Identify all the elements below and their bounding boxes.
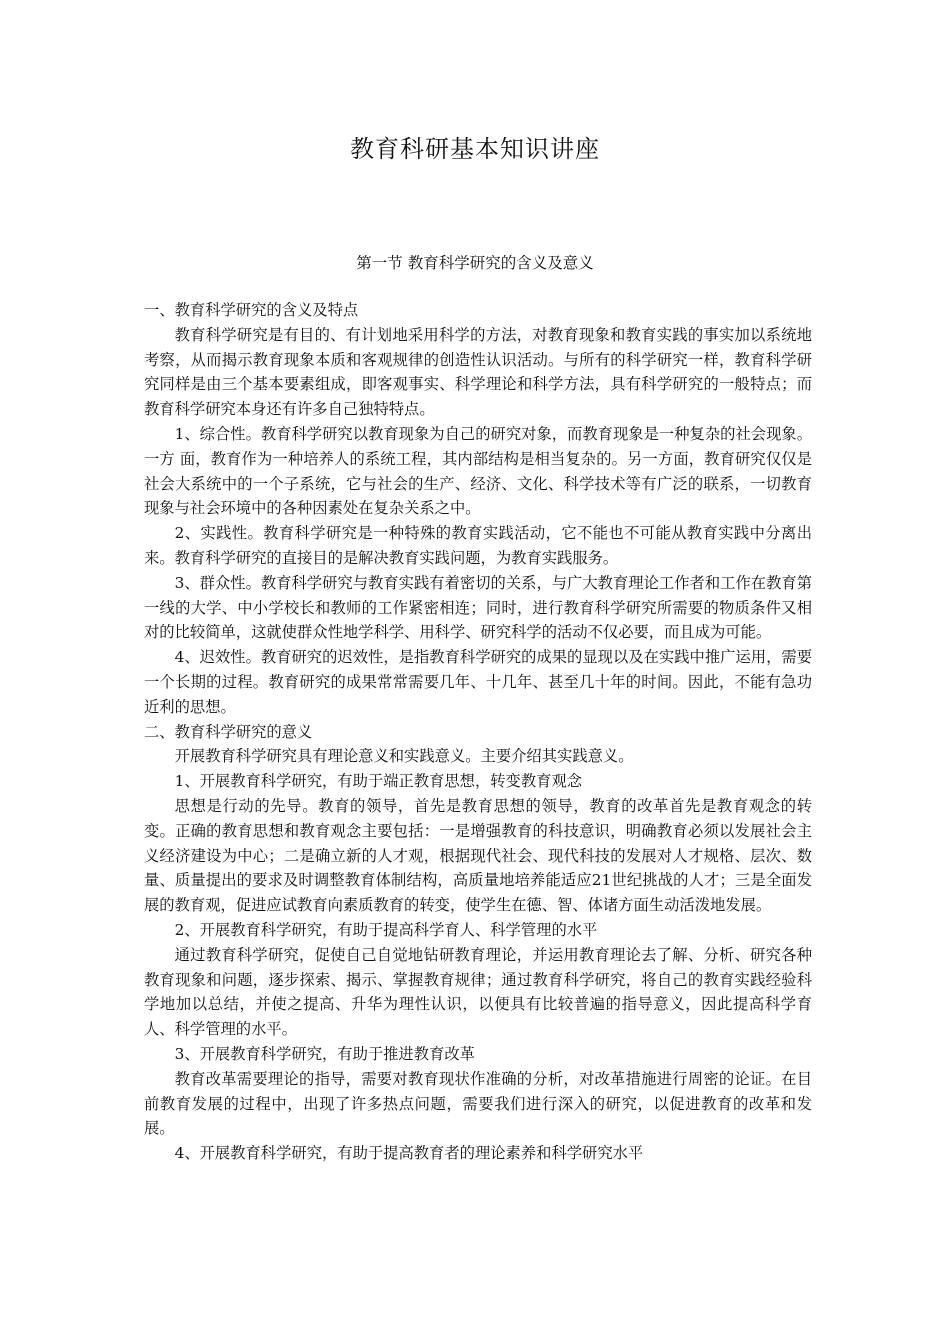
subheading-paragraph: 1、开展教育科学研究，有助于端正教育思想，转变教育观念	[174, 772, 583, 791]
body-paragraph: 开展教育科学研究具有理论意义和实践意义。主要介绍其实践意义。	[174, 747, 634, 766]
body-paragraph: 思想是行动的先导。教育的领导，首先是教育思想的领导，教育的改革首先是教育观念的转变。正确的教育思想和教育观念主要包括：一是增强教育的科技意识，明确教育必须以发展社会主义经济建设为中心；二是确立新的人才观，根据现代社会、现代科技的发展对人才规格、层次、数量、质量提出的要求及时调整教育体制结构，高质量地培养能适应21世纪挑战的人才；三是全面发展的教育观，促进应试教育向素质教育的转变，使学生在德、智、体诸方面生动活泼地发展。	[144, 796, 812, 915]
body-paragraph: 3、群众性。教育科学研究与教育实践有着密切的关系，与广大教育理论工作者和工作在教育第一线的大学、中小学校长和教师的工作紧密相连；同时，进行教育科学研究所需要的物质条件又相对的比较简单，这就使群众性地学科学、用科学、研究科学的活动不仅必要，而且成为可能。	[144, 573, 812, 642]
body-paragraph: 教育科学研究是有目的、有计划地采用科学的方法，对教育现象和教育实践的事实加以系统地考察，从而揭示教育现象本质和客观规律的创造性认识活动。与所有的科学研究一样，教育科学研究同样是由三个基本要素组成，即客观事实、科学理论和科学方法，具有科学研究的一般特点；而教育科学研究本身还有许多自己独特特点。	[144, 325, 812, 419]
document-title: 教育科研基本知识讲座	[350, 135, 600, 163]
body-paragraph: 4、迟效性。教育研究的迟效性，是指教育科学研究的成果的显现以及在实践中推广运用，需要一个长期的过程。教育研究的成果常常需要几年、十几年、甚至几十年的时间。因此，不能有急功近利的思想。	[144, 648, 812, 716]
body-paragraph: 教育改革需要理论的指导，需要对教育现状作准确的分析，对改革措施进行周密的论证。在目前教育发展的过程中，出现了许多热点问题，需要我们进行深入的研究，以促进教育的改革和发展。	[144, 1069, 812, 1138]
heading-paragraph: 二、教育科学研究的意义	[144, 722, 313, 741]
subheading-paragraph: 4、开展教育科学研究，有助于提高教育者的理论素养和科学研究水平	[174, 1144, 644, 1163]
subheading-paragraph: 2、开展教育科学研究，有助于提高科学育人、科学管理的水平	[174, 920, 598, 939]
section-title: 第一节 教育科学研究的含义及意义	[356, 254, 594, 272]
body-paragraph: 通过教育科学研究，促使自己自觉地钻研教育理论，并运用教育理论去了解、分析、研究各种教育现象和问题，逐步探索、揭示、掌握教育规律；通过教育科学研究，将自己的教育实践经验科学地加以总结，并使之提高、升华为理性认识，以便具有比较普遍的指导意义，因此提高科学育人、科学管理的水平。	[144, 945, 812, 1039]
body-paragraph: 2、实践性。教育科学研究是一种特殊的教育实践活动，它不能也不可能从教育实践中分离出来。教育科学研究的直接目的是解决教育实践问题，为教育实践服务。	[144, 524, 812, 567]
body-paragraph: 1、综合性。教育科学研究以教育现象为自己的研究对象，而教育现象是一种复杂的社会现象。一方 面，教育作为一种培养人的系统工程，其内部结构是相当复杂的。另一方面，教育研究仅仅是社会大系统中的一个子系统，它与社会的生产、经济、文化、科学技术等有广泛的联系，一切教育现象与社会环境中的各种因素处在复杂关系之中。	[144, 424, 812, 518]
document-body	[144, 298, 812, 1166]
subheading-paragraph: 3、开展教育科学研究，有助于推进教育改革	[174, 1044, 475, 1063]
heading-paragraph: 一、教育科学研究的含义及特点	[144, 301, 359, 319]
